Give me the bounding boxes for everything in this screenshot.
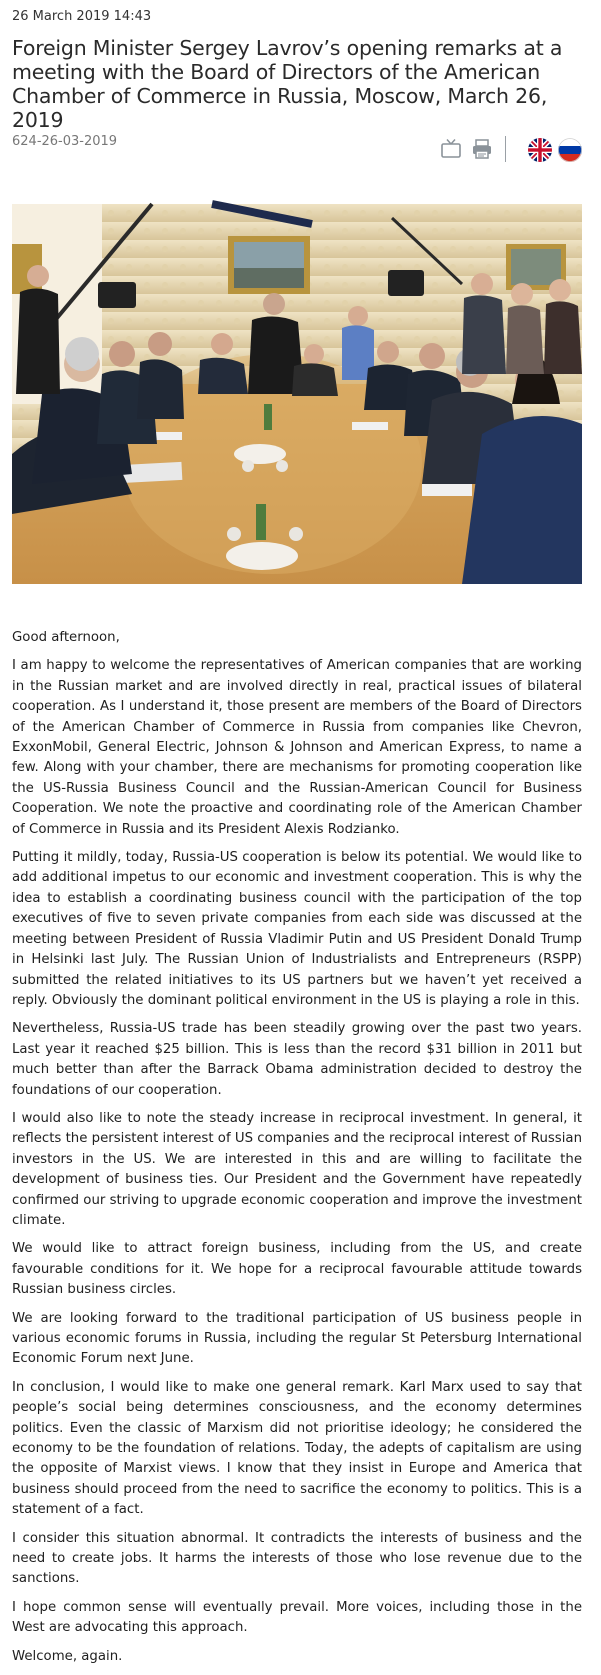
article-paragraph: We are looking forward to the traditional participation of US business people in various economic forums in Russia, including the regular St Petersburg International Economic Forum next June. bbox=[12, 1310, 582, 1367]
toolbar-divider bbox=[505, 136, 506, 162]
article-paragraph: I hope common sense will eventually prevail. More voices, including those in the West are advocating this approach. bbox=[12, 1599, 582, 1636]
document-number: 624-26-03-2019 bbox=[12, 134, 118, 149]
article-body bbox=[12, 628, 582, 1675]
article-paragraph: Nevertheless, Russia-US trade has been steadily growing over the past two years. Last year it reached $25 billion. This is less than the record $31 billion in 2011 but much better than after the Barrack Obama administration decided to destroy the foundations of our cooperation. bbox=[12, 1021, 582, 1098]
uk-flag-icon[interactable] bbox=[528, 138, 552, 162]
tv-icon[interactable] bbox=[440, 138, 462, 160]
article-paragraph: Putting it mildly, today, Russia-US cooperation is below its potential. We would like to add additional impetus to our economic and investment cooperation. This is why the idea to establish a coordinating business council with the participation of the top executives of five to seven private companies from each side was discussed at the meeting between President of Russia Vladimir Putin and US President Donald Trump in Helsinki last July. The Russian Union of Industrialists and Entrepreneurs (RSPP) submitted the related initiatives to its US partners but we haven’t yet received a reply. Obviously the dominant political environment in the US is playing a role in this. bbox=[12, 850, 582, 1008]
article-paragraph: We would like to attract foreign business, including from the US, and create favourable conditions for it. We hope for a reciprocal favourable attitude towards Russian business circles. bbox=[12, 1241, 582, 1298]
russia-flag-icon[interactable] bbox=[558, 138, 582, 162]
print-icon[interactable] bbox=[471, 138, 493, 160]
article-paragraph: I consider this situation abnormal. It contradicts the interests of business and the need to create jobs. It harms the interests of those who lose revenue due to the sanctions. bbox=[12, 1530, 582, 1587]
page-title: Foreign Minister Sergey Lavrov’s opening remarks at a meeting with the Board of Directors of the American Chamber of Commerce in Russia, Moscow, March 26, 2019 bbox=[12, 36, 563, 132]
article-paragraph: Welcome, again. bbox=[12, 1648, 123, 1664]
article-paragraph: Good afternoon, bbox=[12, 630, 120, 645]
article-paragraph: I would also like to note the steady increase in reciprocal investment. In general, it reflects the persistent interest of US companies and the reciprocal interest of Russian investors in the US. We are interested in this and are willing to facilitate the development of business ties. Our President and the Government have repeatedly confirmed our striving to upgrade economic cooperation and improve the investment climate. bbox=[12, 1110, 582, 1228]
publication-date: 26 March 2019 14:43 bbox=[12, 9, 152, 24]
article-paragraph: I am happy to welcome the representatives of American companies that are working in the Russian market and are involved directly in real, practical issues of bilateral cooperation. As I understand it, those present are members of the Board of Directors of the American Chamber of Commerce in Russia from companies like Chevron, ExxonMobil, General Electric, Johnson & Johnson and American Express, to name a few. Along with your chamber, there are mechanisms for promoting cooperation like the US-Russia Business Council and the Russian-American Council for Business Cooperation. We note the proactive and coordinating role of the American Chamber of Commerce in Russia and its President Alexis Rodzianko. bbox=[12, 658, 582, 837]
meeting-photo bbox=[12, 204, 582, 584]
article-paragraph: In conclusion, I would like to make one general remark. Karl Marx used to say that people’s social being determines consciousness, and the economy determines politics. Even the classic of Marxism did not prioritise ideology; he considered the economy to be the foundation of relations. Today, the adepts of capitalism are using the opposite of Marxist views. I know that they insist in Europe and America that business should proceed from the need to sacrifice the economy to politics. This is a statement of a fact. bbox=[12, 1379, 582, 1518]
